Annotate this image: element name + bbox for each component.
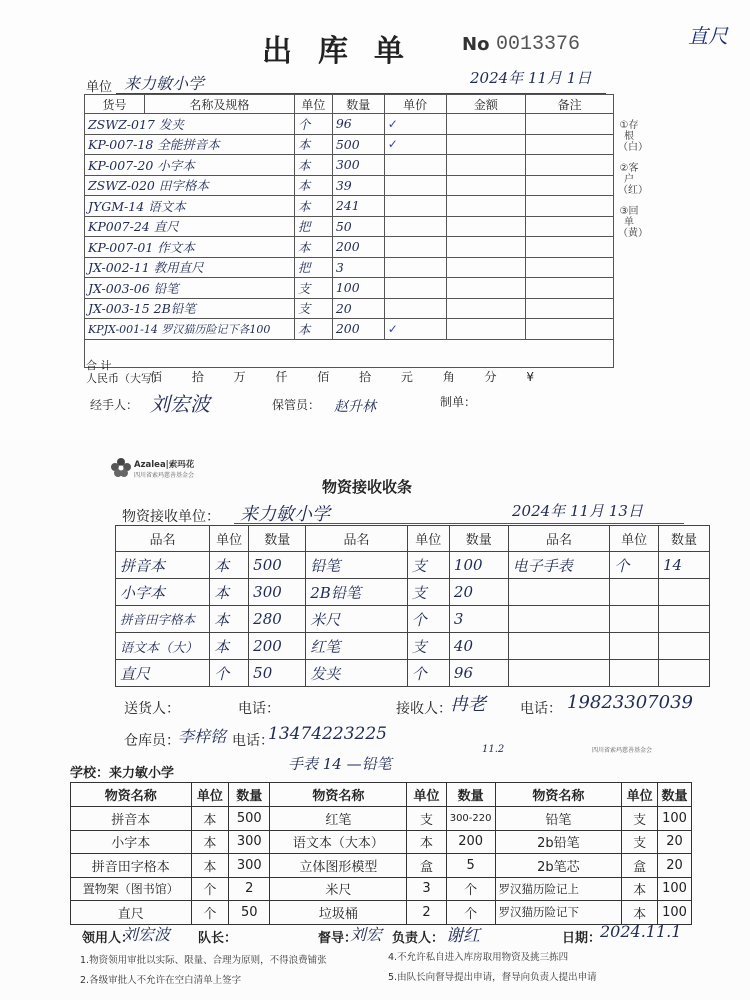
item-name: 语文本: [148, 198, 186, 214]
item-code: ZSWZ-020: [88, 178, 155, 194]
cell-qty: 2: [407, 901, 446, 925]
header-item: 品名: [306, 526, 407, 552]
cell-qty: 300-220: [446, 807, 495, 831]
item-unit: 把: [294, 216, 332, 237]
keeper-phone-label: 电话：: [232, 733, 274, 749]
table-row: [71, 807, 692, 831]
item-name: 2B铅笔: [153, 301, 196, 317]
item-name: 铅笔: [153, 280, 179, 296]
slip-title: 出库单: [262, 34, 430, 69]
cell-item: 置物架（图书馆）: [71, 877, 192, 901]
item-unit: 本: [294, 196, 332, 217]
copy-legend: [618, 120, 648, 239]
sender-phone-label: 电话：: [238, 701, 280, 717]
cell-qty: 20: [658, 854, 692, 878]
table-row: [71, 854, 692, 878]
rule-item: 1.物资领用审批以实际、限量、合理为原则，不得浪费铺张: [80, 955, 327, 966]
header-unit: 单位: [407, 783, 446, 807]
copy-legend-item: ①存根（白）: [618, 120, 648, 153]
cell-qty: 14: [658, 552, 709, 579]
item-unit: 本: [294, 319, 332, 340]
item-qty: 50: [332, 216, 384, 237]
item-qty: 241: [332, 196, 384, 217]
logo-brand: Azalea|索玛花: [134, 460, 195, 470]
item-code: KP-007-20: [88, 157, 154, 173]
table-row: [85, 257, 614, 278]
table-row: [116, 552, 710, 579]
cell-unit: 支: [622, 830, 658, 854]
outbound-table: [84, 94, 614, 368]
table-header-row: [116, 526, 710, 552]
header-qty: 数量: [332, 95, 384, 114]
cell-qty: [658, 606, 709, 633]
school-name: 学校：来力敏小学: [70, 766, 175, 781]
header-amount: 金额: [446, 95, 526, 114]
item-code: ZSWZ-017: [88, 116, 155, 132]
cell-unit: [610, 660, 659, 687]
recipient-signature: 刘宏波: [122, 925, 171, 944]
item-code: KP-007-18: [88, 137, 154, 153]
header-item: 物资名称: [270, 783, 407, 807]
cell-qty: 200: [446, 830, 495, 854]
header-unit: 单位: [610, 526, 659, 552]
cell-qty: 300: [229, 830, 270, 854]
keeper-phone: 13474223225: [268, 724, 387, 744]
header-remark: 备注: [526, 95, 614, 114]
cell-unit: 支: [407, 807, 446, 831]
requisition-table: [70, 782, 692, 925]
cell-qty: 300: [229, 854, 270, 878]
cell-item: 红笔: [306, 633, 407, 660]
header-unit: 单位: [191, 783, 229, 807]
cell-unit: 本: [210, 552, 249, 579]
recipient-label: 领用人：: [82, 931, 135, 946]
cell-item: 小字本: [116, 579, 210, 606]
cell-unit: 支: [622, 807, 658, 831]
cell-item: 直尺: [116, 660, 210, 687]
date-label: 日期：: [562, 931, 602, 946]
cell-item: 拼音田字格本: [116, 606, 210, 633]
table-row: [116, 633, 710, 660]
item-code: JX-003-15: [88, 301, 150, 317]
cell-qty: 3: [407, 877, 446, 901]
cell-item: 小字本: [71, 830, 192, 854]
azalea-flower-icon: [110, 456, 132, 480]
cell-unit: 本: [407, 830, 446, 854]
header-qty: 数量: [658, 526, 709, 552]
receiver-label: 接收人：: [396, 701, 452, 717]
receipt-sheet: [0, 440, 750, 1000]
table-row: [85, 298, 614, 319]
supervisor-label: 督导：: [318, 931, 358, 946]
foundation-logo: [110, 456, 238, 486]
cell-item: 红笔: [270, 807, 407, 831]
cell-qty: 40: [449, 633, 508, 660]
copy-legend-item: ③回单（黄）: [618, 206, 648, 239]
cell-qty: 280: [249, 606, 306, 633]
date-value: 2024.11.1: [600, 922, 682, 941]
item-qty: 200: [332, 237, 384, 258]
cell-qty: [658, 579, 709, 606]
cell-qty: 100: [449, 552, 508, 579]
check-mark-icon: ✓: [387, 116, 398, 131]
item-unit: 把: [294, 257, 332, 278]
item-name: 全能拼音本: [157, 137, 220, 153]
table-row: [116, 660, 710, 687]
check-mark-icon: ✓: [387, 137, 398, 152]
cell-qty: 500: [249, 552, 306, 579]
item-name: 发夹: [158, 116, 184, 132]
receiver-signature: 冉老: [450, 694, 486, 715]
cell-unit: 个: [210, 660, 249, 687]
item-code: KP-007-01: [88, 239, 154, 255]
receiver-phone-label: 电话：: [520, 701, 562, 717]
cell-unit: 本: [210, 606, 249, 633]
warehouse-keeper-label: 仓库员：: [124, 733, 180, 749]
receipt-date: 2024年 11月 13日: [512, 502, 643, 520]
unit-value: 来力敏小学: [124, 74, 205, 93]
cell-qty: 20: [658, 830, 692, 854]
slip-number: 0013376: [496, 33, 581, 56]
header-item: 物资名称: [495, 783, 622, 807]
header-item: 品名: [116, 526, 210, 552]
cell-unit: 个: [407, 660, 449, 687]
item-name: 作文本: [157, 239, 195, 255]
cell-qty: 100: [658, 807, 692, 831]
table-header-row: [85, 95, 614, 114]
cell-item: 拼音本: [71, 807, 192, 831]
item-qty: 20: [332, 298, 384, 319]
item-code: JYGM-14: [88, 198, 145, 214]
maker-label: 制单：: [440, 395, 477, 409]
header-item: 品名: [508, 526, 610, 552]
cell-qty: 3: [449, 606, 508, 633]
cell-item: 2B铅笔: [306, 579, 407, 606]
cell-unit: [610, 606, 659, 633]
item-qty: 96: [332, 114, 384, 135]
cell-item: 语文本（大）: [116, 633, 210, 660]
item-qty: 3: [332, 257, 384, 278]
item-qty: 300: [332, 155, 384, 176]
cell-unit: 个: [610, 552, 659, 579]
receiver-phone: 19823307039: [567, 692, 693, 713]
item-name: 小字本: [157, 157, 195, 173]
header-qty: 数量: [229, 783, 270, 807]
cell-item: 电子手表: [508, 552, 610, 579]
cell-item: [508, 606, 610, 633]
cell-item: 2b铅笔: [495, 830, 622, 854]
receipt-title: 物资接收收条: [322, 478, 413, 496]
table-row: [85, 278, 614, 299]
item-unit: 本: [294, 237, 332, 258]
cell-unit: 个: [446, 877, 495, 901]
cell-unit: 本: [191, 830, 229, 854]
cell-item: 罗汉猫历险记下: [495, 901, 622, 925]
keeper-signature: 赵升林: [334, 399, 376, 415]
slip-date: 2024年 11月 1日: [470, 69, 592, 87]
item-unit: 支: [294, 298, 332, 319]
receiving-unit-label: 物资接收单位：: [122, 509, 220, 525]
table-row: [71, 877, 692, 901]
table-row: [85, 114, 614, 135]
cell-unit: 个: [446, 901, 495, 925]
cell-unit: 支: [407, 552, 449, 579]
header-code: 货号: [85, 95, 145, 114]
header-unit: 单位: [294, 95, 332, 114]
cell-qty: 5: [446, 854, 495, 878]
cell-unit: 本: [191, 854, 229, 878]
header-unit: 单位: [407, 526, 449, 552]
cell-item: 米尺: [306, 606, 407, 633]
cell-unit: 本: [210, 579, 249, 606]
rule-item: 2.各级审批人不允许在空白清单上签字: [80, 975, 242, 986]
item-unit: 本: [294, 155, 332, 176]
cell-qty: 200: [249, 633, 306, 660]
item-unit: 支: [294, 278, 332, 299]
header-qty: 数量: [249, 526, 306, 552]
table-row: [85, 175, 614, 196]
keeper-label: 保管员：: [272, 398, 321, 412]
rmb-unit-row: 佰 拾 万 仟 佰 拾 元 角 分 ¥: [150, 370, 536, 384]
item-qty: 39: [332, 175, 384, 196]
table-row: [85, 216, 614, 237]
cell-unit: 盒: [622, 854, 658, 878]
item-name: 直尺: [153, 219, 179, 235]
cell-item: [508, 579, 610, 606]
table-row: [116, 579, 710, 606]
rmb-uppercase-label: 人民币（大写）: [86, 372, 163, 385]
cell-unit: [610, 579, 659, 606]
header-price: 单价: [384, 95, 446, 114]
cell-qty: 300: [249, 579, 306, 606]
responsible-signature: 谢红: [446, 926, 480, 946]
cell-item: [508, 660, 610, 687]
cell-unit: 个: [191, 901, 229, 925]
cell-qty: 500: [229, 807, 270, 831]
cell-item: 米尺: [270, 877, 407, 901]
receiving-unit-underline: [234, 523, 684, 524]
cell-qty: [658, 633, 709, 660]
cell-unit: 本: [622, 877, 658, 901]
captain-label: 队长：: [198, 931, 238, 946]
table-row: [71, 901, 692, 925]
cell-unit: 盒: [407, 854, 446, 878]
cell-qty: 2: [229, 877, 270, 901]
item-code: JX-002-11: [88, 260, 150, 276]
receiving-unit-value: 来力敏小学: [240, 504, 330, 525]
cell-qty: 50: [229, 901, 270, 925]
item-qty: 200: [332, 319, 384, 340]
cell-item: 铅笔: [306, 552, 407, 579]
cell-unit: 个: [191, 877, 229, 901]
cell-unit: 支: [407, 579, 449, 606]
logo-subtitle: 四川省索玛慈善基金会: [134, 472, 195, 479]
table-row: [85, 319, 614, 340]
rule-item: 5.由队长向督导提出申请，督导向负责人提出申请: [388, 972, 597, 983]
unit-label: 单位: [86, 80, 113, 95]
cell-item: 垃圾桶: [270, 901, 407, 925]
receipt-table: [115, 525, 710, 687]
header-item: 物资名称: [71, 783, 192, 807]
item-code: KP007-24: [88, 219, 150, 235]
cell-item: 立体图形模型: [270, 854, 407, 878]
item-qty: 500: [332, 134, 384, 155]
handwritten-note-date: 11.2: [482, 744, 505, 755]
cell-unit: 个: [407, 606, 449, 633]
header-unit: 单位: [622, 783, 658, 807]
table-total-row: [85, 339, 614, 367]
cell-item: 拼音本: [116, 552, 210, 579]
warehouse-keeper-signature: 李梓铭: [178, 727, 227, 746]
handler-signature: 刘宏波: [150, 392, 210, 416]
table-row: [85, 237, 614, 258]
cell-item: 发夹: [306, 660, 407, 687]
responsible-label: 负责人：: [392, 931, 445, 946]
table-row: [116, 606, 710, 633]
outbound-slip: [0, 0, 750, 440]
header-unit: 单位: [210, 526, 249, 552]
corner-handwritten-note: 直尺: [688, 24, 728, 48]
rule-item: 4.不允许私自进入库房取用物资及挑三拣四: [388, 952, 569, 963]
item-code: KPJX-001-14: [88, 322, 158, 336]
sender-label: 送货人：: [124, 701, 180, 717]
handwritten-note: 手表 14 —铅笔: [288, 755, 392, 773]
cell-item: 语文本（大本）: [270, 830, 407, 854]
table-row: [85, 134, 614, 155]
cell-qty: [658, 660, 709, 687]
header-qty: 数量: [446, 783, 495, 807]
cell-unit: [610, 633, 659, 660]
item-name: 罗汉猫历险记下各100: [161, 322, 271, 336]
item-unit: 本: [294, 175, 332, 196]
table-header-row: [71, 783, 692, 807]
header-qty: 数量: [658, 783, 692, 807]
cell-qty: 96: [449, 660, 508, 687]
cell-item: 铅笔: [495, 807, 622, 831]
cell-qty: 50: [249, 660, 306, 687]
copy-legend-item: ②客户（红）: [618, 163, 648, 196]
cell-qty: 100: [658, 901, 692, 925]
table-row: [85, 196, 614, 217]
check-mark-icon: ✓: [387, 321, 398, 336]
cell-item: [508, 633, 610, 660]
handler-label: 经手人：: [90, 398, 139, 412]
logo-subtitle: 四川省索玛慈善基金会: [592, 747, 653, 754]
cell-item: 直尺: [71, 901, 192, 925]
item-unit: 本: [294, 134, 332, 155]
cell-unit: 本: [622, 901, 658, 925]
item-qty: 100: [332, 278, 384, 299]
slip-number-label: No: [462, 34, 490, 55]
item-unit: 个: [294, 114, 332, 135]
header-qty: 数量: [449, 526, 508, 552]
supervisor-signature: 刘宏: [350, 925, 383, 944]
cell-item: 2b笔芯: [495, 854, 622, 878]
cell-unit: 本: [210, 633, 249, 660]
item-name: 田字格本: [158, 178, 209, 194]
cell-qty: 20: [449, 579, 508, 606]
item-name: 教用直尺: [153, 260, 204, 276]
item-code: JX-003-06: [88, 280, 150, 296]
table-row: [71, 830, 692, 854]
header-name: 名称及规格: [144, 95, 294, 114]
cell-unit: 支: [407, 633, 449, 660]
total-label: 合 计: [86, 359, 112, 372]
table-row: [85, 155, 614, 176]
cell-item: 罗汉猫历险记上: [495, 877, 622, 901]
cell-unit: 本: [191, 807, 229, 831]
cell-qty: 100: [658, 877, 692, 901]
cell-item: 拼音田字格本: [71, 854, 192, 878]
